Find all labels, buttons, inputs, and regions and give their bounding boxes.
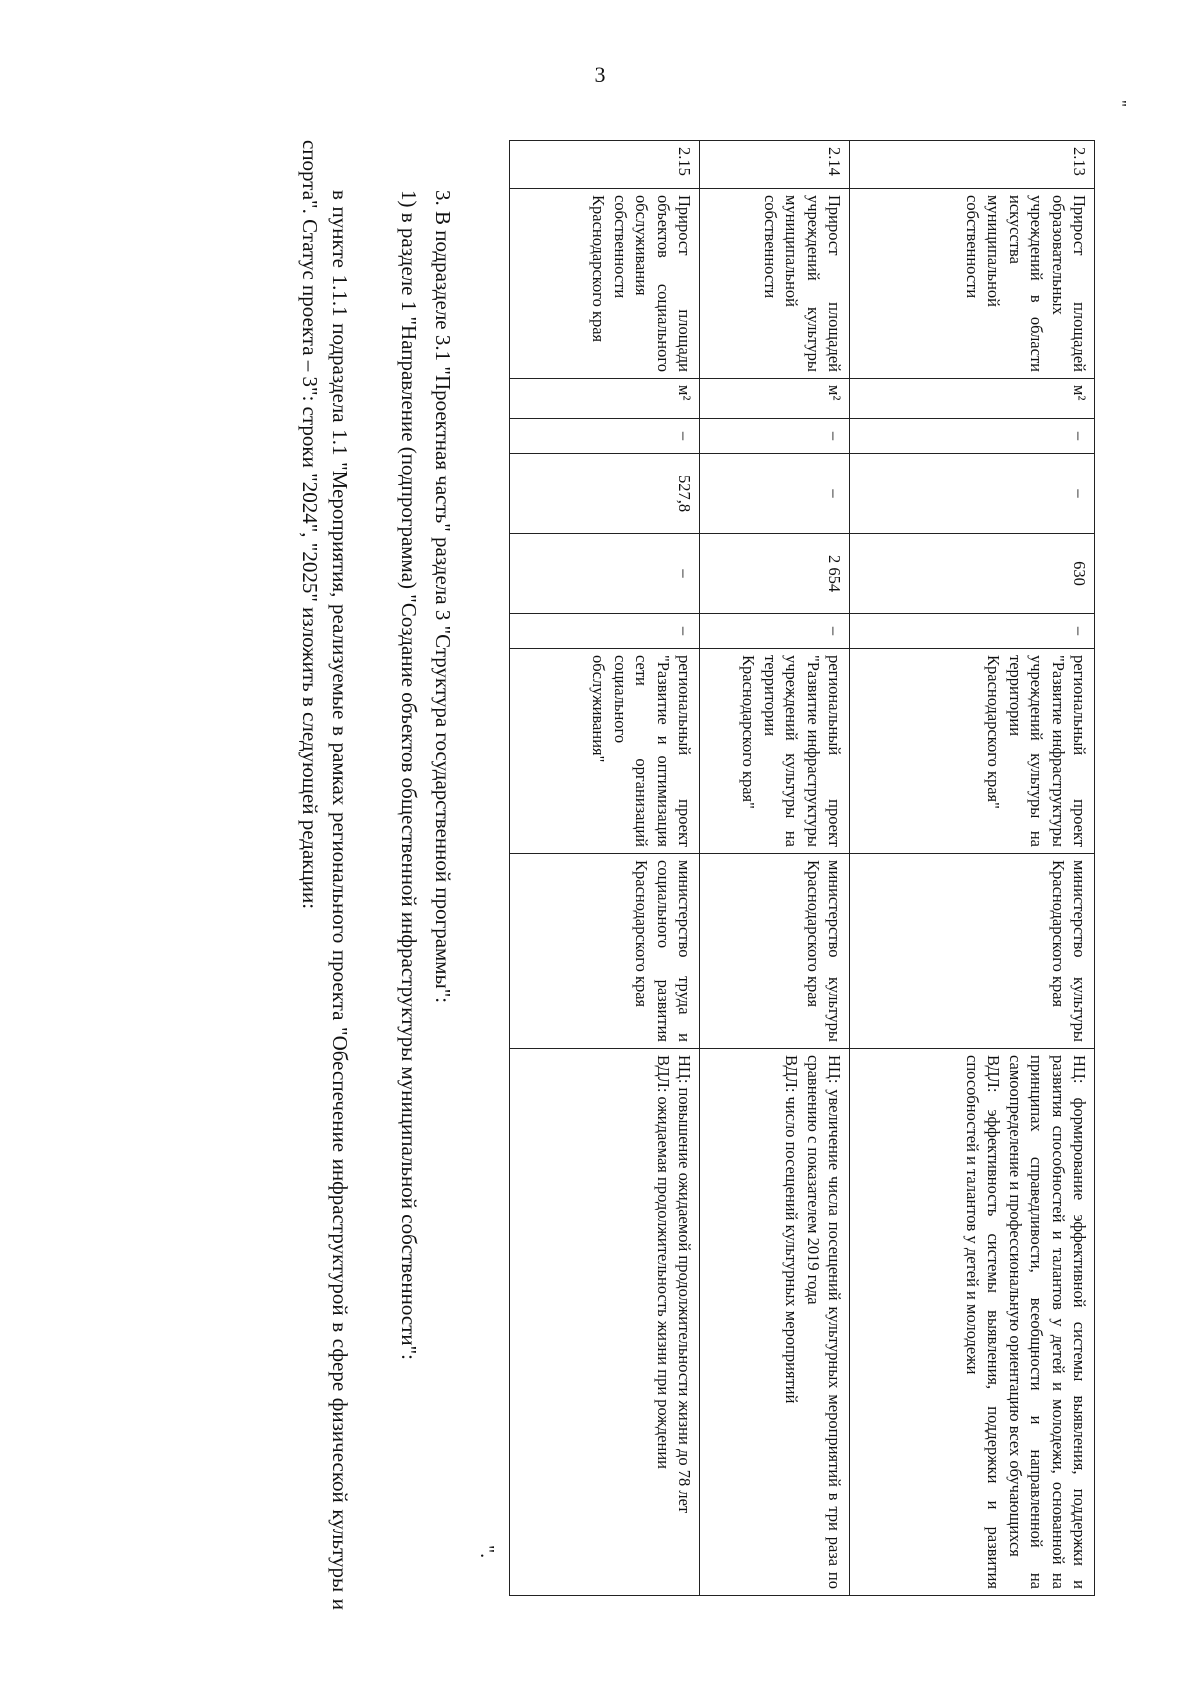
indicator-name: Прирост площадей учреждений культуры муниципальной собственности bbox=[700, 189, 850, 379]
table-row bbox=[850, 141, 1095, 1596]
indicator-name: Прирост площади объектов социального обслуживания собственности Краснодарского края bbox=[510, 189, 700, 379]
row-number: 2.13 bbox=[850, 141, 1095, 189]
value-cell: – bbox=[510, 419, 700, 454]
project-cell: региональный проект "Развитие инфраструктуры учреждений культуры на территории Краснодарского края" bbox=[700, 649, 850, 854]
page-number: 3 bbox=[594, 62, 606, 87]
row-number: 2.14 bbox=[700, 141, 850, 189]
row-number: 2.15 bbox=[510, 141, 700, 189]
project-cell: региональный проект "Развитие и оптимизация сети организаций социального обслуживания" bbox=[510, 649, 700, 854]
value-cell: – bbox=[850, 419, 1095, 454]
paragraph-item-1-1-1: в пункте 1.1.1 подраздела 1.1 "Мероприятия, реализуемые в рамках регионального проекта "Обеспечение инфраструктурой в сфере физической культуры и спорта". Статус проекта – 3": строки "2024", "2025" изложить в следующей редакции: bbox=[297, 140, 352, 1610]
goal-cell: НЦ: повышение ожидаемой продолжительности жизни до 78 лет ВДЛ: ожидаемая продолжительность жизни при рождении bbox=[510, 1049, 700, 1596]
value-cell: 527,8 bbox=[510, 454, 700, 534]
paragraph-section-3: 3. В подразделе 3.1 "Проектная часть" раздела 3 "Структура государственной программы": bbox=[431, 190, 455, 1004]
value-cell: 2 654 bbox=[700, 534, 850, 614]
value-cell: 630 bbox=[850, 534, 1095, 614]
value-cell: – bbox=[850, 614, 1095, 649]
responsible-cell: министерство культуры Краснодарского края bbox=[850, 854, 1095, 1049]
rotated-page-content bbox=[200, 100, 1130, 1620]
goal-cell: НЦ: формирование эффективной системы выявления, поддержки и развития способностей и талантов у детей и молодежи, основанной на принципах справедливости, всеобщности и направленной на самоопределение и профессиональную ориентацию всех обучающихся ВДЛ: эффективность системы выявления, поддержки и развития способностей и талантов у детей и молодежи bbox=[850, 1049, 1095, 1596]
unit-cell: м² bbox=[510, 379, 700, 419]
value-cell: – bbox=[700, 454, 850, 534]
paragraph-direction-1: 1) в разделе 1 "Направление (подпрограмма) "Создание объектов общественной инфраструктуры муниципальной собственности": bbox=[397, 190, 421, 1361]
unit-cell: м² bbox=[850, 379, 1095, 419]
project-cell: региональный проект "Развитие инфраструктуры учреждений культуры на территории Краснодарского края" bbox=[850, 649, 1095, 854]
value-cell: – bbox=[510, 614, 700, 649]
unit-cell: м² bbox=[700, 379, 850, 419]
responsible-cell: министерство культуры Краснодарского края bbox=[700, 854, 850, 1049]
responsible-cell: министерство труда и социального развития Краснодарского края bbox=[510, 854, 700, 1049]
closing-quote: ". bbox=[476, 1545, 498, 1559]
indicators-table bbox=[509, 140, 1095, 1596]
table-row bbox=[700, 141, 850, 1596]
value-cell: – bbox=[850, 454, 1095, 534]
opening-quote: " bbox=[1111, 100, 1130, 107]
value-cell: – bbox=[510, 534, 700, 614]
goal-cell: НЦ: увеличение числа посещений культурных мероприятий в три раза по сравнению с показателем 2019 года ВДЛ: число посещений культурных мероприятий bbox=[700, 1049, 850, 1596]
indicator-name: Прирост площадей образовательных учреждений в области искусства муниципальной собственности bbox=[850, 189, 1095, 379]
value-cell: – bbox=[700, 614, 850, 649]
value-cell: – bbox=[700, 419, 850, 454]
table-row bbox=[510, 141, 700, 1596]
